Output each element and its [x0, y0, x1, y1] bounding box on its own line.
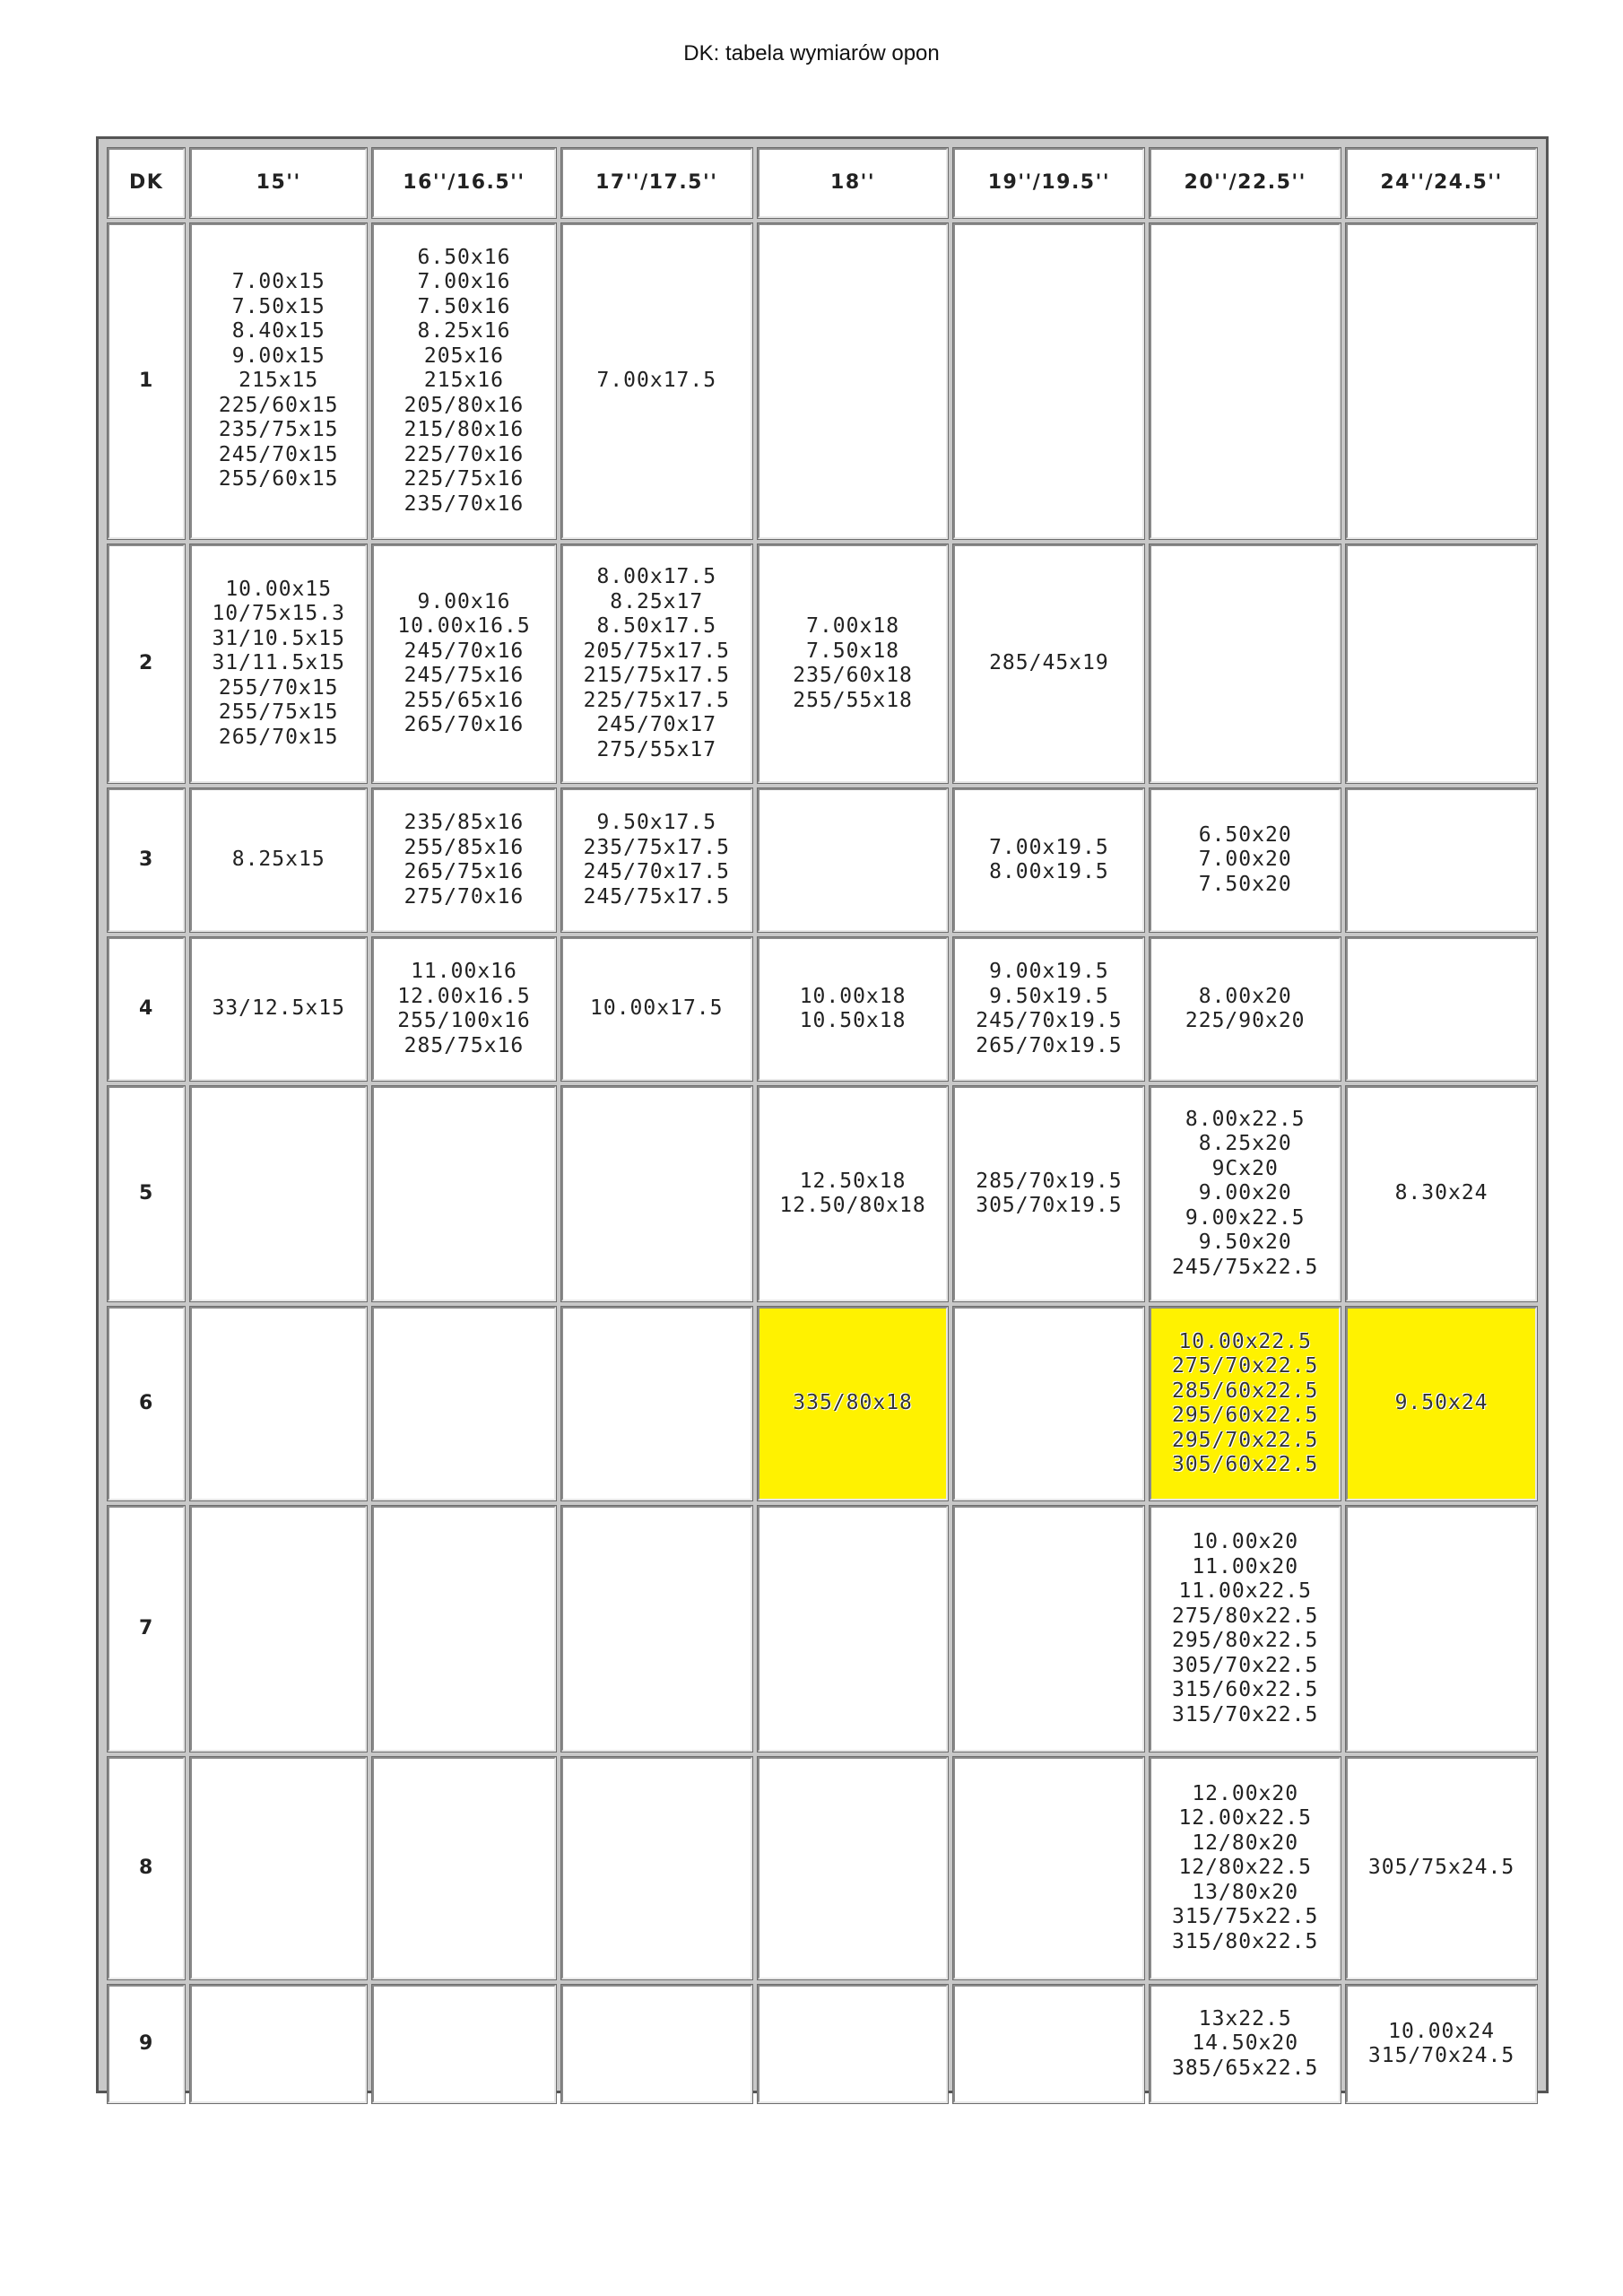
size-cell-dk8-16 [372, 1757, 556, 1979]
tire-size: 7.00x18 [806, 614, 900, 638]
tire-size: 265/70x15 [218, 725, 339, 749]
tire-size: 12/80x20 [1192, 1831, 1299, 1855]
size-cell-dk5-19 [953, 1086, 1144, 1301]
tire-size: 9.50x17.5 [596, 811, 717, 834]
tire-size: 285/60x22.5 [1172, 1378, 1319, 1403]
tire-size: 205/75x17.5 [583, 639, 730, 663]
size-cell-dk1-18 [758, 223, 949, 539]
tire-size: 205/80x16 [404, 393, 525, 417]
tire-size: 255/85x16 [404, 835, 525, 859]
tire-size: 315/75x22.5 [1172, 1905, 1319, 1929]
size-cell-dk2-19 [953, 544, 1144, 783]
tire-size: 255/75x15 [218, 700, 339, 725]
tire-size: 275/70x16 [404, 884, 525, 909]
tire-size: 7.50x15 [231, 294, 325, 318]
header-17: 17''/17.5'' [561, 148, 752, 218]
size-cell-dk4-18 [758, 937, 949, 1081]
header-row [108, 148, 1537, 218]
size-cell-dk3-17 [561, 788, 752, 932]
table-row [108, 1506, 1537, 1752]
size-cell-dk1-20 [1150, 223, 1341, 539]
row-dk-label: 4 [108, 937, 185, 1081]
header-19: 19''/19.5'' [953, 148, 1144, 218]
row-dk-label: 8 [108, 1757, 185, 1979]
tire-size: 7.00x20 [1198, 848, 1292, 872]
tire-size: 9.00x20 [1198, 1181, 1292, 1205]
tire-size: 9.00x22.5 [1185, 1205, 1306, 1230]
tire-size: 13x22.5 [1198, 2006, 1292, 2031]
size-cell-dk9-16 [372, 1985, 556, 2103]
tire-size: 235/60x18 [793, 664, 913, 687]
size-cell-dk5-18 [758, 1086, 949, 1301]
tire-size: 9.50x20 [1198, 1231, 1292, 1255]
tire-size: 8.50x17.5 [596, 614, 717, 638]
tire-size: 275/55x17 [596, 737, 717, 761]
tire-size: 235/85x16 [404, 811, 525, 834]
size-cell-dk6-20 [1150, 1307, 1341, 1500]
table-row [108, 544, 1537, 783]
tire-size: 7.00x17.5 [596, 369, 717, 393]
row-dk-label: 3 [108, 788, 185, 932]
size-cell-dk3-24 [1346, 788, 1537, 932]
tire-size: 255/70x15 [218, 675, 339, 700]
size-cell-dk7-16 [372, 1506, 556, 1752]
tire-size: 8.25x20 [1198, 1132, 1292, 1156]
size-cell-dk4-15 [190, 937, 367, 1081]
tire-size: 305/60x22.5 [1172, 1453, 1319, 1476]
size-cell-dk6-19 [953, 1307, 1144, 1500]
tire-size: 295/60x22.5 [1172, 1404, 1319, 1427]
tire-size: 12.50/80x18 [779, 1194, 926, 1217]
size-cell-dk7-17 [561, 1506, 752, 1752]
tire-size: 8.40x15 [231, 319, 325, 344]
tire-size: 305/75x24.5 [1367, 1856, 1515, 1880]
table-row [108, 1086, 1537, 1301]
size-cell-dk2-17 [561, 544, 752, 783]
tire-size: 275/80x22.5 [1172, 1604, 1319, 1628]
tire-size: 10.00x24 [1388, 2019, 1495, 2043]
size-cell-dk2-15 [190, 544, 367, 783]
tire-size: 8.30x24 [1394, 1181, 1488, 1205]
size-cell-dk8-20 [1150, 1757, 1341, 1979]
size-cell-dk6-24 [1346, 1307, 1537, 1500]
size-cell-dk5-17 [561, 1086, 752, 1301]
tire-size: 225/75x17.5 [583, 688, 730, 712]
tire-size: 12/80x22.5 [1178, 1856, 1312, 1880]
size-cell-dk7-18 [758, 1506, 949, 1752]
table-row [108, 1757, 1537, 1979]
size-cell-dk3-16 [372, 788, 556, 932]
tire-size: 8.25x16 [417, 319, 511, 344]
tire-size: 315/80x22.5 [1172, 1929, 1319, 1953]
tire-size: 9.50x19.5 [989, 984, 1109, 1008]
tire-size: 11.00x22.5 [1178, 1579, 1312, 1603]
size-cell-dk5-15 [190, 1086, 367, 1301]
tire-size: 10.50x18 [799, 1009, 907, 1032]
tire-size: 245/75x17.5 [583, 884, 730, 909]
tire-size: 11.00x20 [1192, 1554, 1299, 1578]
tire-size: 14.50x20 [1192, 2031, 1299, 2056]
size-cell-dk1-19 [953, 223, 1144, 539]
row-dk-label: 1 [108, 223, 185, 539]
tire-size: 10.00x22.5 [1178, 1329, 1312, 1353]
tire-size: 9.00x19.5 [989, 960, 1109, 983]
size-cell-dk4-16 [372, 937, 556, 1081]
tire-size: 245/70x15 [218, 442, 339, 466]
tire-size: 9.00x15 [231, 344, 325, 368]
header-24: 24''/24.5'' [1346, 148, 1537, 218]
tire-size: 225/75x16 [404, 467, 525, 491]
header-16: 16''/16.5'' [372, 148, 556, 218]
size-cell-dk3-15 [190, 788, 367, 932]
tire-size: 9Cx20 [1211, 1156, 1279, 1180]
tire-size: 6.50x20 [1198, 822, 1292, 847]
size-cell-dk1-15 [190, 223, 367, 539]
tire-size: 7.00x16 [417, 270, 511, 294]
tire-size: 8.00x19.5 [989, 860, 1109, 883]
tire-size: 10.00x18 [799, 984, 907, 1008]
size-cell-dk4-17 [561, 937, 752, 1081]
tire-size: 11.00x16 [411, 960, 517, 983]
table-row [108, 937, 1537, 1081]
tire-size: 13/80x20 [1192, 1880, 1299, 1904]
tire-size: 205x16 [423, 344, 505, 368]
header-15: 15'' [190, 148, 367, 218]
size-cell-dk3-19 [953, 788, 1144, 932]
size-cell-dk1-16 [372, 223, 556, 539]
tire-size-table [102, 143, 1542, 2109]
size-cell-dk6-15 [190, 1307, 367, 1500]
tire-size: 265/70x16 [404, 713, 525, 736]
size-cell-dk9-24 [1346, 1985, 1537, 2103]
tire-size: 10.00x17.5 [590, 996, 724, 1021]
tire-size: 245/70x19.5 [976, 1009, 1123, 1032]
header-20: 20''/22.5'' [1150, 148, 1341, 218]
tire-size: 31/11.5x15 [212, 651, 345, 675]
tire-size: 8.25x17 [610, 589, 704, 613]
tire-size: 215/80x16 [404, 418, 525, 442]
row-dk-label: 5 [108, 1086, 185, 1301]
page-title: DK: tabela wymiarów opon [683, 41, 940, 65]
tire-size: 315/70x22.5 [1172, 1702, 1319, 1726]
tire-size: 285/45x19 [989, 651, 1109, 675]
tire-size: 8.00x17.5 [596, 565, 717, 588]
tire-size: 225/90x20 [1185, 1009, 1306, 1032]
tire-size: 275/70x22.5 [1172, 1354, 1319, 1378]
table-row [108, 788, 1537, 932]
tire-size: 10.00x15 [225, 577, 333, 601]
row-dk-label: 6 [108, 1307, 185, 1500]
tire-size: 215x16 [423, 369, 505, 393]
size-cell-dk8-19 [953, 1757, 1144, 1979]
size-cell-dk5-20 [1150, 1086, 1341, 1301]
size-cell-dk9-15 [190, 1985, 367, 2103]
header-18: 18'' [758, 148, 949, 218]
tire-size: 10.00x16.5 [397, 614, 531, 638]
size-cell-dk1-24 [1346, 223, 1537, 539]
tire-size: 215x15 [239, 369, 319, 393]
table-row [108, 223, 1537, 539]
size-cell-dk1-17 [561, 223, 752, 539]
tire-size: 7.50x20 [1198, 872, 1292, 896]
tire-size: 215/75x17.5 [583, 664, 730, 687]
tire-size: 265/70x19.5 [976, 1033, 1123, 1057]
tire-size: 245/70x17 [596, 713, 717, 736]
size-cell-dk4-20 [1150, 937, 1341, 1081]
tire-size: 6.50x16 [417, 245, 511, 269]
tire-size: 335/80x18 [793, 1391, 913, 1415]
tire-size: 225/60x15 [218, 393, 339, 417]
tire-size: 225/70x16 [404, 442, 525, 466]
tire-size: 12.00x16.5 [397, 984, 531, 1008]
tire-size: 8.00x20 [1198, 984, 1292, 1008]
size-cell-dk3-20 [1150, 788, 1341, 932]
tire-size: 255/55x18 [793, 688, 913, 712]
tire-size: 12.00x20 [1192, 1781, 1299, 1805]
tire-size: 285/75x16 [404, 1033, 525, 1057]
tire-size: 385/65x22.5 [1172, 2056, 1319, 2080]
size-cell-dk9-20 [1150, 1985, 1341, 2103]
tire-size-table-frame [96, 136, 1549, 2093]
tire-size: 31/10.5x15 [212, 626, 345, 650]
size-cell-dk9-18 [758, 1985, 949, 2103]
tire-size: 265/75x16 [404, 860, 525, 883]
size-cell-dk2-18 [758, 544, 949, 783]
size-cell-dk5-24 [1346, 1086, 1537, 1301]
size-cell-dk7-24 [1346, 1506, 1537, 1752]
tire-size: 9.50x24 [1394, 1391, 1488, 1415]
tire-size: 285/70x19.5 [976, 1169, 1123, 1193]
size-cell-dk9-19 [953, 1985, 1144, 2103]
size-cell-dk7-19 [953, 1506, 1144, 1752]
tire-size: 10.00x20 [1192, 1530, 1299, 1553]
tire-size: 245/70x16 [404, 639, 525, 663]
size-cell-dk8-18 [758, 1757, 949, 1979]
tire-size: 255/60x15 [218, 467, 339, 491]
tire-size: 255/65x16 [404, 688, 525, 712]
size-cell-dk6-18 [758, 1307, 949, 1500]
tire-size: 235/75x15 [218, 418, 339, 442]
tire-size: 245/75x22.5 [1172, 1255, 1319, 1279]
tire-size: 12.00x22.5 [1178, 1806, 1312, 1831]
size-cell-dk3-18 [758, 788, 949, 932]
tire-size: 245/70x17.5 [583, 860, 730, 883]
table-row [108, 1307, 1537, 1500]
tire-size: 7.00x19.5 [989, 835, 1109, 859]
tire-size: 245/75x16 [404, 664, 525, 687]
size-cell-dk8-17 [561, 1757, 752, 1979]
table-row [108, 1985, 1537, 2103]
tire-size: 315/60x22.5 [1172, 1678, 1319, 1701]
header-dk: DK [108, 148, 185, 218]
size-cell-dk9-17 [561, 1985, 752, 2103]
tire-size: 10/75x15.3 [212, 602, 345, 626]
size-cell-dk2-20 [1150, 544, 1341, 783]
tire-size: 9.00x16 [417, 589, 511, 613]
tire-size: 8.25x15 [231, 848, 325, 872]
size-cell-dk4-24 [1346, 937, 1537, 1081]
tire-size: 7.50x16 [417, 294, 511, 318]
tire-size: 305/70x19.5 [976, 1194, 1123, 1217]
tire-size: 315/70x24.5 [1367, 2044, 1515, 2067]
row-dk-label: 7 [108, 1506, 185, 1752]
tire-size: 305/70x22.5 [1172, 1653, 1319, 1677]
tire-size: 235/75x17.5 [583, 835, 730, 859]
tire-size: 295/80x22.5 [1172, 1629, 1319, 1652]
size-cell-dk8-24 [1346, 1757, 1537, 1979]
size-cell-dk2-24 [1346, 544, 1537, 783]
size-cell-dk4-19 [953, 937, 1144, 1081]
size-cell-dk8-15 [190, 1757, 367, 1979]
tire-size: 12.50x18 [799, 1169, 907, 1193]
size-cell-dk7-20 [1150, 1506, 1341, 1752]
size-cell-dk7-15 [190, 1506, 367, 1752]
size-cell-dk6-16 [372, 1307, 556, 1500]
size-cell-dk2-16 [372, 544, 556, 783]
size-cell-dk5-16 [372, 1086, 556, 1301]
tire-size: 7.50x18 [806, 639, 900, 663]
tire-size: 7.00x15 [231, 270, 325, 294]
tire-size: 295/70x22.5 [1172, 1428, 1319, 1452]
size-cell-dk6-17 [561, 1307, 752, 1500]
row-dk-label: 9 [108, 1985, 185, 2103]
tire-size: 235/70x16 [404, 491, 525, 516]
tire-size: 8.00x22.5 [1185, 1107, 1306, 1131]
row-dk-label: 2 [108, 544, 185, 783]
tire-size: 255/100x16 [397, 1009, 531, 1032]
tire-size: 33/12.5x15 [212, 996, 345, 1021]
